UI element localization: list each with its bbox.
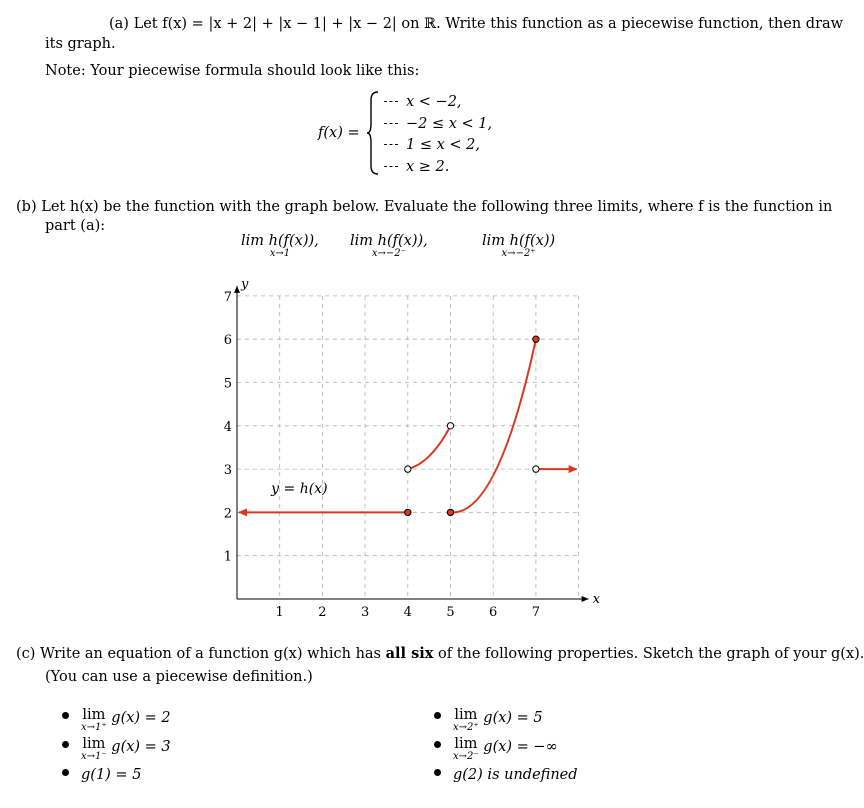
piecewise-case-3: 1 ≤ x < 2, [384,135,480,155]
chart-axes [224,286,589,620]
piecewise-case-2: −2 ≤ x < 1, [384,114,492,134]
part-c-line1: (c) Write an equation of a function g(x) which has all six of the following properties. Sketch the graph of your g(x). [16,645,864,662]
limit-2: lim h(f(x)), x→−2⁻ [350,233,428,259]
limit-1: lim h(f(x)), x→1 [241,233,319,259]
y-tick-label-1: 1 [223,549,232,565]
fx-label: f(x) = [318,125,360,141]
graph-function-label: y = h(x) [271,480,328,497]
left-property-2: lim x→1⁻ g(x) = 3 [62,737,171,762]
part-a-line2: its graph. [45,36,116,52]
y-tick-label-2: 2 [223,506,232,522]
x-axis-label: x [592,592,600,607]
x-tick-label-3: 3 [360,605,370,620]
y-tick-label-5: 5 [223,376,232,392]
closed-point-4-2 [405,509,411,515]
left-property-3: g(1) = 5 [62,765,141,785]
open-point-5-4 [447,423,453,429]
y-tick-label-6: 6 [223,333,232,349]
piecewise-case-4: x ≥ 2. [384,157,449,177]
series-curve-on-4-5- [408,426,451,469]
piecewise-case-1: x < −2, [384,92,462,112]
open-point-4-3 [405,466,411,472]
open-point-7-3 [533,466,539,472]
part-a-note: Note: Your piecewise formula should look like this: [45,63,420,79]
y-tick-label-4: 4 [223,419,232,435]
y-tick-label-7: 7 [223,289,232,305]
limit-3: lim h(f(x)) x→−2⁺ [482,233,556,259]
part-c-line2: (You can use a piecewise definition.) [45,669,313,685]
x-tick-label-5: 5 [446,605,455,620]
x-tick-label-7: 7 [531,605,541,620]
right-property-3: g(2) is undefined [434,765,578,785]
x-tick-label-2: 2 [318,605,327,620]
x-tick-label-1: 1 [275,605,284,620]
closed-point-7-6 [533,336,539,342]
right-property-1: lim x→2⁺ g(x) = 5 [434,708,543,733]
x-tick-label-4: 4 [403,605,412,620]
right-property-2: lim x→2⁻ g(x) = −∞ [434,737,558,762]
left-property-1: lim x→1⁺ g(x) = 2 [62,708,171,733]
chart-grid [237,296,579,599]
y-tick-label-3: 3 [223,463,232,479]
closed-point-5-2 [447,509,453,515]
part-b-line1: (b) Let h(x) be the function with the graph below. Evaluate the following three limits, where f is the function in [16,199,833,215]
part-a-line1: (a) Let f(x) = |x + 2| + |x − 1| + |x − 2| on ℝ. Write this function as a piecewise function, then draw [109,16,844,32]
part-b-line2: part (a): [45,218,106,234]
x-tick-label-6: 6 [489,605,498,620]
y-axis-label: y [241,276,249,292]
